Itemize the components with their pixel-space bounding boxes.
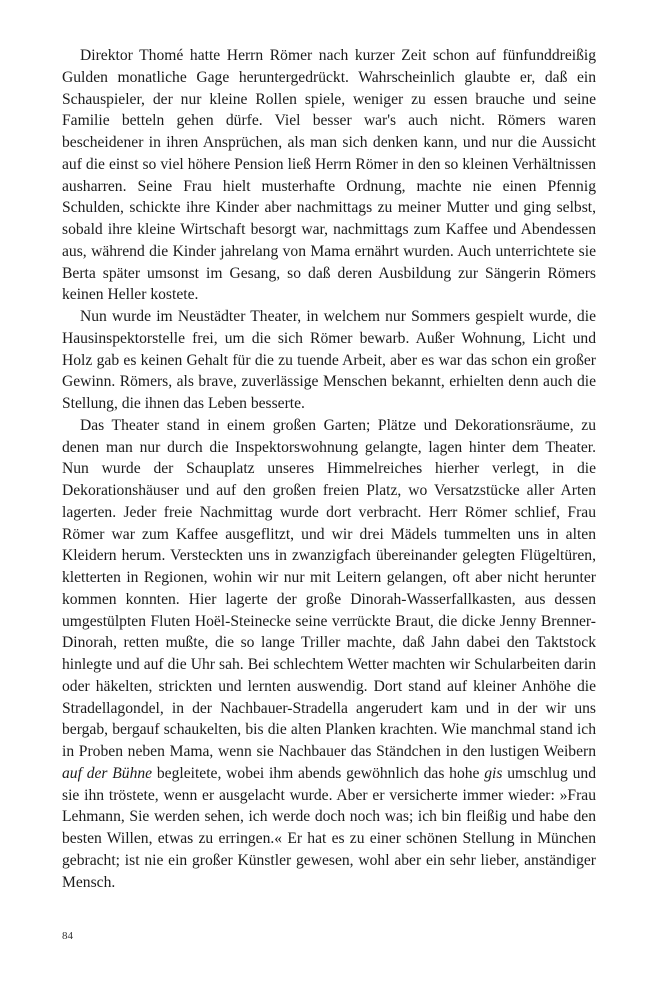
paragraph-3 [62, 415, 596, 894]
paragraph-3-text-start: Das Theater stand in einem großen Garten; Plätze und Dekorationsräume, zu denen man nur durch die Inspektorswohnung gelangte, lagen hinter dem Theater. Nun wurde der Schauplatz unseres Himmelreiches hierher verlegt, in die Dekorationshäuser und auf den großen freien Platz, wo Versatzstücke aller Arten lagerten. Jeder freie Nachmittag wurde dort verbracht. Herr Römer schlief, Frau Römer war zum Kaffee ausgeflitzt, und wir drei Mädels tummelten uns in alten Kleidern herum. Versteckten uns in zwanzigfach übereinander gelegten Flügeltüren, kletterten in Regionen, wohin wir nur mit Leitern gelangen, oft aber nicht herunter kommen konnten. Hier lagerte der große Dinorah-Wasserfallkasten, aus dessen umgestülpten Fluten Hoël-Steinecke seine verrückte Braut, die dicke Jenny Brenner-Dinorah, retten mußte, die so lange Triller machte, daß Jahn dabei den Taktstock hinlegte und auf die Uhr sah. Bei schlechtem Wetter machten wir Schularbeiten darin oder häkelten, strickten und lernten auswendig. Dort stand auf kleiner Anhöhe die Stradellagondel, in der Nachbauer-Stradella angerudert kam und in der wir uns bergab, bergauf schaukelten, bis die alten Planken krachten. Wie manchmal stand ich in Proben neben Mama, wenn sie Nachbauer das Ständchen in den lustigen Weibern [62, 416, 596, 760]
paragraph-3-text-middle: begleitete, wobei ihm abends gewöhnlich das hohe [152, 764, 485, 782]
paragraph-1: Direktor Thomé hatte Herrn Römer nach kurzer Zeit schon auf fünfunddreißig Gulden monatliche Gage heruntergedrückt. Wahrscheinlich glaubte er, daß ein Schauspieler, der nur kleine Rollen spiele, weniger zu essen brauche und seine Familie betteln gehen dürfe. Viel besser war's auch nicht. Römers waren bescheidener in ihren Ansprüchen, als man sich denken kann, und nur die Aussicht auf die einst so viel höhere Pension ließ Herrn Römer in den so kleinen Verhältnissen ausharren. Seine Frau hielt musterhafte Ordnung, machte nie einen Pfennig Schulden, schickte ihre Kinder aber nachmittags zu meiner Mutter und ging selbst, sobald ihre kleine Wirtschaft besorgt war, nachmittags zum Kaffee und Abendessen aus, während die Kinder jahrelang von Mama ernährt wurden. Auch unterrichtete sie Berta später umsonst im Gesang, so daß deren Ausbildung zur Sängerin Römers keinen Heller kostete. [62, 47, 596, 304]
italic-word-gis: gis [484, 764, 503, 782]
paragraph-3-text-end: umschlug und sie ihn tröstete, wenn er ausgelacht wurde. Aber er versicherte immer wieder: »Frau Lehmann, Sie werden sehen, ich werde doch noch was; ich bin fleißig und habe den besten Willen, etwas zu erringen.« Er hat es zu einer schönen Stellung in München gebracht; ist nie ein großer Künstler gewesen, wohl aber ein sehr lieber, anständiger Mensch. [62, 764, 597, 891]
book-page-text [62, 45, 596, 893]
paragraph-2: Nun wurde im Neustädter Theater, in welchem nur Sommers gespielt wurde, die Hausinspektorstelle frei, um die sich Römer bewarb. Außer Wohnung, Licht und Holz gab es keinen Gehalt für die zu tuende Arbeit, aber es war das schon ein großer Gewinn. Römers, als brave, zuverlässige Menschen bekannt, erhielten denn auch die Stellung, die ihnen das Leben besserte. [62, 308, 596, 412]
page-number: 84 [62, 930, 73, 942]
italic-phrase-auf-der-buehne: auf der Bühne [62, 764, 153, 782]
